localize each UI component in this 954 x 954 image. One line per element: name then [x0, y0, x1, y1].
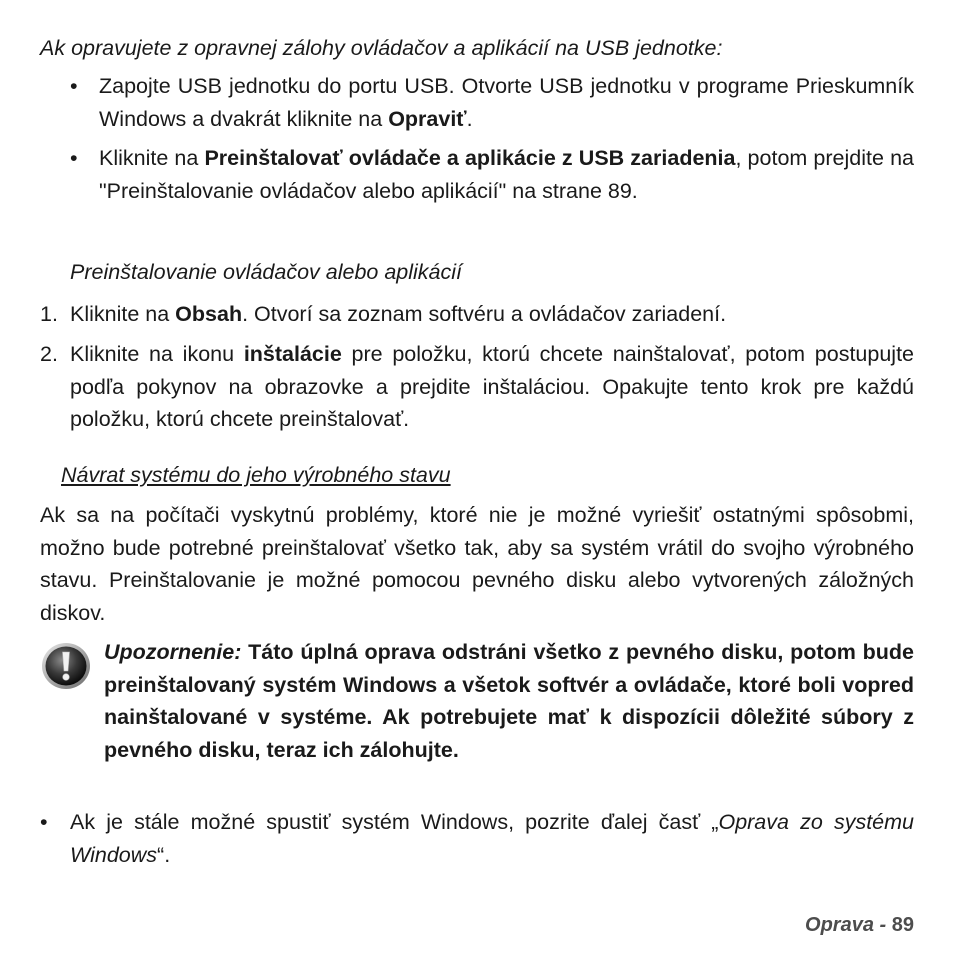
usb-item-2-bold: Preinštalovať ovládače a aplikácie z USB zariadenia	[204, 146, 736, 170]
usb-item-2-text: Kliknite na	[99, 146, 205, 170]
bullet-marker: •	[70, 74, 78, 98]
step-1-text: Kliknite na	[70, 302, 176, 326]
usb-item-2	[99, 142, 914, 207]
warning-text: Táto úplná oprava odstráni všetko z pevného disku, potom bude preinštalovaný systém Windows a všetok softvér a ovládače, ktoré boli vopred nainštalované v systéme. Ak potrebujete mať k dispozícii dôležité súbory z pevného disku, teraz ich zálohujte.	[104, 640, 914, 762]
final-item-tail: “.	[157, 842, 171, 867]
exclamation-warning-icon	[40, 640, 92, 692]
final-item	[70, 806, 914, 871]
step-2-text: Kliknite na ikonu	[70, 342, 244, 366]
page-number: 89	[891, 914, 914, 936]
warning-notice	[104, 636, 914, 766]
bullet-marker: •	[70, 146, 78, 170]
warning-label: Upozornenie:	[104, 640, 242, 664]
usb-item-1-text: Zapojte USB jednotku do portu USB. Otvorte USB jednotku v programe Prieskumník Windows a dvakrát kliknite na	[99, 74, 914, 131]
step-2-bold: inštalácie	[243, 342, 342, 366]
usb-item-1-tail: .	[466, 106, 473, 131]
step-2	[70, 338, 914, 436]
usb-intro: Ak opravujete z opravnej zálohy ovládačov a aplikácií na USB jednotke:	[40, 36, 723, 60]
final-item-link-text: Oprava zo systému Windows	[70, 810, 914, 867]
restore-heading: Návrat systému do jeho výrobného stavu	[61, 463, 451, 487]
step-1	[70, 298, 914, 331]
page-footer	[805, 914, 914, 937]
usb-item-2-tail: , potom prejdite na "Preinštalovanie ovládačov alebo aplikácií" na strane 89.	[99, 146, 914, 203]
bullet-marker: •	[40, 810, 48, 834]
usb-item-1	[99, 70, 914, 135]
footer-section: Oprava -	[805, 914, 887, 936]
reinstall-heading: Preinštalovanie ovládačov alebo aplikácií	[70, 260, 463, 284]
step-number: 1.	[40, 302, 58, 326]
step-1-bold: Obsah	[175, 302, 243, 326]
step-number: 2.	[40, 342, 58, 366]
step-2-tail: pre položku, ktorú chcete nainštalovať, potom postupujte podľa pokynov na obrazovke a prejdite inštaláciou. Opakujte tento krok pre každú položku, ktorú chcete preinštalovať.	[70, 342, 914, 431]
final-item-text: Ak je stále možné spustiť systém Windows, pozrite ďalej časť „	[70, 810, 719, 834]
usb-item-1-bold: Opraviť	[388, 106, 467, 131]
restore-paragraph: Ak sa na počítači vyskytnú problémy, ktoré nie je možné vyriešiť ostatnými spôsobmi, možno bude potrebné preinštalovať všetko tak, aby sa systém vrátil do svojho výrobného stavu. Preinštalovanie je možné pomocou pevného disku alebo vytvorených záložných diskov.	[40, 503, 914, 625]
step-1-tail: . Otvorí sa zoznam softvéru a ovládačov zariadení.	[242, 302, 727, 326]
